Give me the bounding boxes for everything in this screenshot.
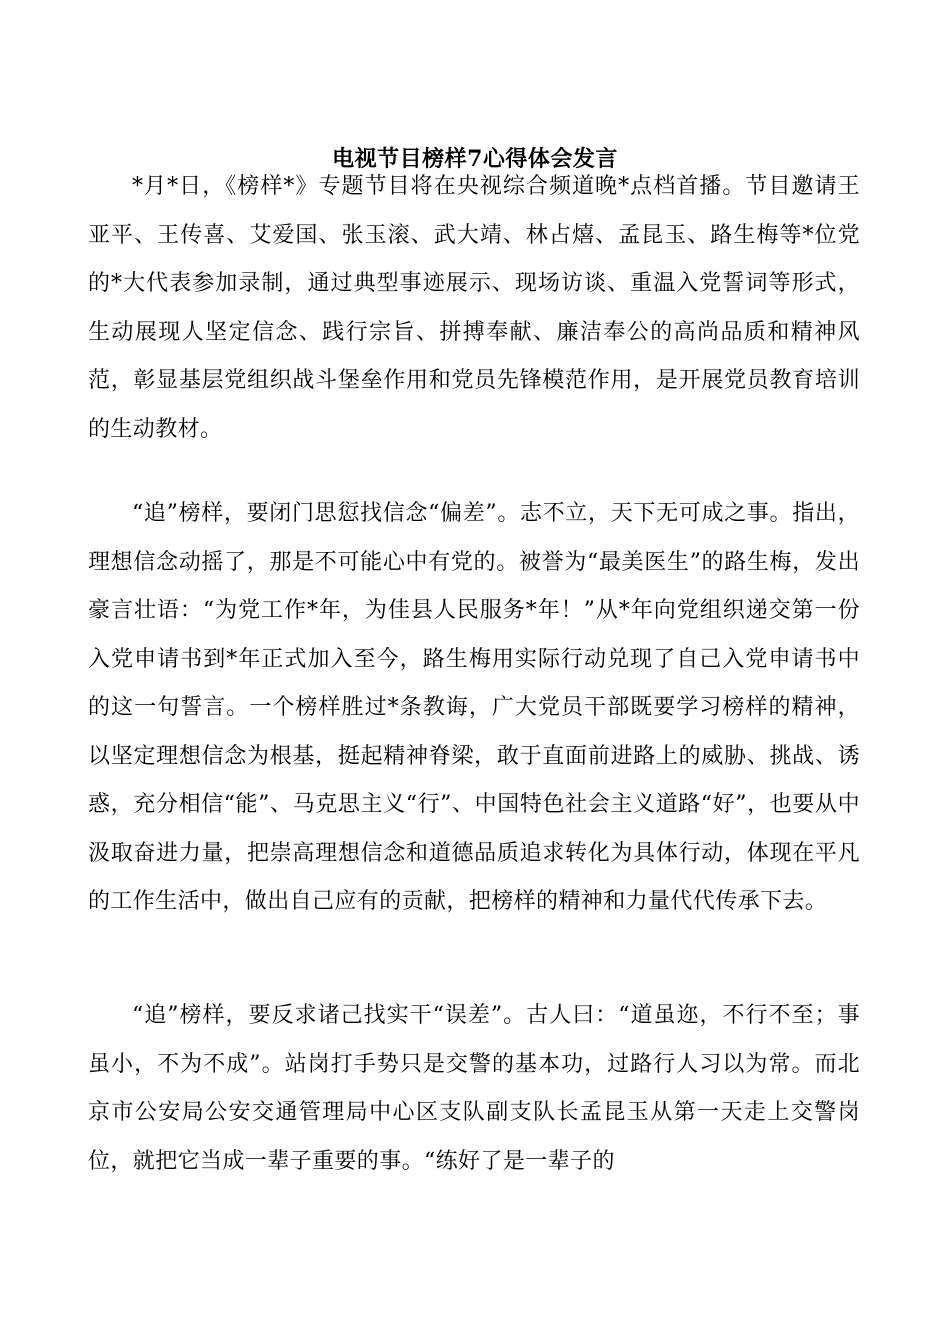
document-title: 电视节目榜样7心得体会发言 — [332, 146, 618, 172]
paragraph-1: *月*日，《榜样*》专题节目将在央视综合频道晚*点档首播。节目邀请王亚平、王传喜、艾爱国、张玉滚、武大靖、林占熺、孟昆玉、路生梅等*位党的*大代表参加录制，通过典型事迹展示、现场访谈、重温入党誓词等形式，生动展现人坚定信念、践行宗旨、拼搏奉献、廉洁奉公的高尚品质和精神风范，彰显基层党组织战斗堡垒作用和党员先锋模范作用，是开展党员教育培训的生动教材。 — [88, 174, 860, 442]
paragraph-2: “追”榜样，要闭门思愆找信念“偏差”。志不立，天下无可成之事。指出，理想信念动摇了，那是不可能心中有党的。被誉为“最美医生”的路生梅，发出豪言壮语：“为党工作*年，为佳县人民服务*年！”从*年向党组织递交第一份入党申请书到*年正式加入至今，路生梅用实际行动兑现了自己入党申请书中的这一句誓言。一个榜样胜过*条教诲，广大党员干部既要学习榜样的精神，以坚定理想信念为根基，挺起精神脊梁，敢于直面前进路上的威胁、挑战、诱惑，充分相信“能”、马克思主义“行”、中国特色社会主义道路“好”，也要从中汲取奋进力量，把崇高理想信念和道德品质追求转化为具体行动，体现在平凡的工作生活中，做出自己应有的贡献，把榜样的精神和力量代代传承下去。 — [88, 501, 860, 914]
paragraph-3: “追”榜样，要反求诸己找实干“误差”。古人曰：“道虽迩，不行不至；事虽小，不为不成”。站岗打手势只是交警的基本功，过路行人习以为常。而北京市公安局公安交通管理局中心区支队副支队长孟昆玉从第一天走上交警岗位，就把它当成一辈子重要的事。“练好了是一辈子的 — [88, 1003, 860, 1174]
